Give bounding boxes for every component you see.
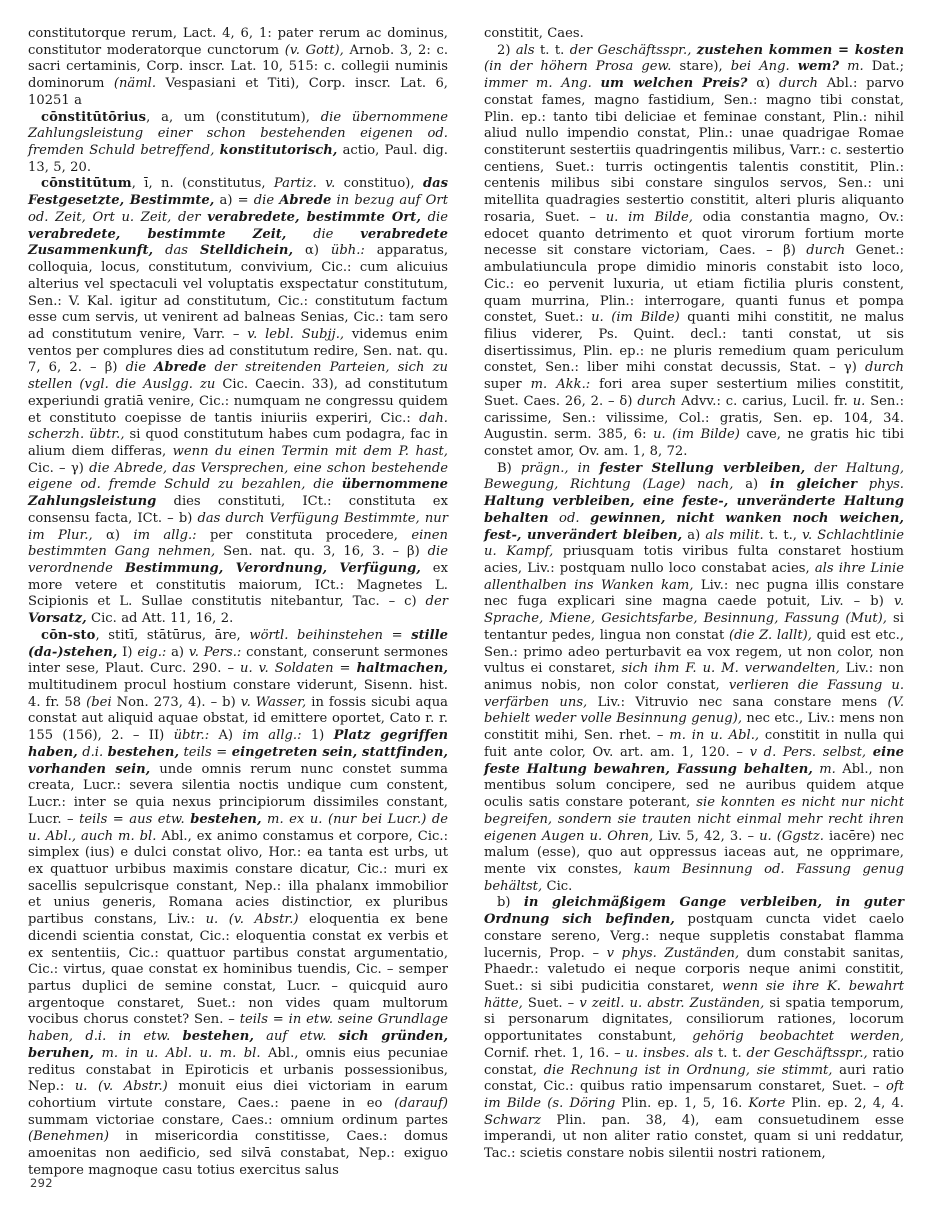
bold-italic-run: (da-)stehen, [28, 644, 118, 660]
text-run: eloquentia ex bene dicendi scientia constat, Cic.: eloquentia constat ex verbis et ex sententiis, Cic.: quattuor partibus constat argumentatio, Cic.: virtus, quae constat ex hominibus tuendis, Cic. – semper partus duplici de semine constat, Lucr. – quicquid auro argentoque constaret, Suet.: non vides quam multorum vocibus chorus constet? Sen. – [28, 912, 448, 1028]
text-run: Cic. – γ) [28, 460, 90, 476]
text-run: Liv.: Vitruvio nec sana constare mens [587, 694, 888, 710]
italic-run: durch [779, 76, 818, 92]
italic-run: (Benehmen) [28, 1129, 110, 1145]
text-run: si spatia temporum, si personarum dignitates, consiliorum rationes, locorum opportunitates constabunt, [484, 995, 904, 1045]
bold-italic-run: Stelldichein, [199, 243, 294, 259]
text-run: γ) [843, 360, 866, 376]
italic-run: teils = in etw. seine Grundlage haben, d.i. in etw. [28, 1012, 448, 1045]
bold-italic-run: konstitutorisch, [219, 143, 338, 159]
text-run: Arnob. 3, 2: c. sacri certaminis, Corp. inscr. Lat. 10, 515: c. collegii numinis dominorum [28, 42, 449, 92]
bold-italic-run: zustehen kommen = kosten [696, 42, 904, 58]
bold-italic-run: bestehen, [182, 1029, 254, 1045]
bold-italic-run: Abrede [279, 193, 332, 209]
italic-run: v phys. Zuständen, [606, 945, 740, 961]
italic-run: u. v. Soldaten = [240, 661, 357, 677]
page-number: 292 [30, 1176, 53, 1190]
text-run: auri ratio constat, Cic.: quibus ratio impensarum constaret, Suet. – [484, 1062, 905, 1095]
italic-run: bei Ang. [730, 59, 798, 75]
paragraph-r4-sectionb-lower [484, 895, 904, 1163]
italic-run: v. Pers.: [188, 644, 242, 660]
italic-run: als ihre Linie allenthalben ins Wanken kam, [484, 561, 904, 593]
text-run: Non. 273, 4). – b) [111, 694, 241, 710]
text-run: fori area super sestertium milies constitit, Suet. Caes. 26, 2. – δ) [484, 377, 905, 409]
text-run: Cornif. rhet. 1, 16. – [484, 1045, 626, 1061]
text-run: a) = [214, 193, 254, 209]
text-run: ex more vetere et constitutis maiorum, ICt.: Magnetes L. Scipionis et L. Sullae constitutis nitebantur, Tac. – c) [28, 561, 448, 610]
italic-run: (v. Gott), [284, 42, 344, 58]
text-run: dum constabit sanitas, Phaedr.: valetudo ei neque corporis neque animi constitit, Suet.: si sibi pudicitia constaret, [484, 945, 904, 994]
text-run: in misericordia constitisse, Caes.: domus amoenitas non aedificio, sed silvā constabat, Nep.: exiguo tempore magnoque casu totius exercitus salus [28, 1129, 448, 1178]
italic-run: Schwarz [484, 1112, 542, 1128]
italic-run: im allg.: [133, 527, 197, 543]
text-run: a) [682, 527, 706, 543]
italic-run: m. in u. Abl., [669, 728, 760, 744]
text-run: Cic. [542, 878, 573, 894]
text-run: B) [497, 460, 521, 476]
italic-run: de u. Abl., auch m. bl. [28, 811, 448, 844]
italic-run: (V. behielt weder volle Besinnung genug), [484, 694, 904, 727]
bold-italic-run: um welchen Preis? [600, 76, 748, 92]
headword: cōn-sto [41, 627, 96, 643]
italic-run: durch [637, 393, 677, 409]
italic-run: dah. scherzh. übtr., [28, 410, 448, 443]
italic-run: u. insbes. als [625, 1045, 714, 1061]
text-run: α) [747, 76, 779, 92]
italic-run: gehörig beobachtet werden, [692, 1029, 905, 1045]
text-run: dies constituti, ICt.: constituta ex consensu facta, ICt. – b) [28, 494, 448, 526]
italic-run: die Abrede, das Versprechen, eine schon bestehende eigene od. fremde Schuld zu bezahlen, die [28, 460, 449, 493]
text-run: actio, Paul. dig. 13, 5, 20. [28, 143, 448, 175]
paragraph-r2-section2 [484, 43, 904, 461]
bold-italic-run: stille [411, 627, 448, 643]
text-run: super [484, 377, 531, 393]
bold-italic-run: in gleicher [769, 477, 857, 493]
italic-run: v zeitl. u. abstr. Zuständen, [579, 995, 765, 1011]
text-run: monuit eius diei victoriam in earum cohortium virtute constare, Caes.: paene in eo [28, 1079, 448, 1111]
italic-run: Partiz. v. [273, 176, 336, 192]
bold-italic-run: Bestimmung, Verordnung, Verfügung, [124, 561, 421, 576]
italic-run: eig.: [137, 644, 167, 660]
text-run: cave, ne gratis hic tibi constet amor, Ov. am. 1, 8, 72. [484, 427, 905, 459]
text-run: , stitī, stātūrus, āre, [95, 627, 250, 643]
italic-run: u. (nur bei Lucr.) [309, 811, 427, 827]
bold-italic-run: verabredete, bestimmte Ort, [207, 209, 421, 225]
italic-run: durch [806, 243, 846, 259]
text-run: priusquam totis viribus fulta constaret hostium acies, Liv.: postquam nullo loco constabat acies, [484, 544, 904, 576]
italic-run: durch [865, 360, 904, 376]
italic-run: u. Abl. u. m. bl. [145, 1045, 261, 1061]
italic-run: Korte [748, 1096, 786, 1111]
italic-run: teils = aus etw. [79, 811, 191, 827]
headword: cōnstitūtum [41, 176, 132, 192]
bold-italic-run: Haltung verbleiben, eine feste-, unveränderte Haltung behalten [484, 494, 904, 526]
italic-run: der Geschäftsspr., [746, 1045, 868, 1061]
italic-run: die [286, 226, 361, 242]
text-run: Liv. 5, 42, 3. – [653, 828, 760, 844]
text-run: Liv.: nec pugna illis constare nec fuga explicari sine magna caede potuit, Liv. – b) [484, 577, 904, 610]
text-run: nec etc., Liv.: mens non constitit mihi, Sen. rhet. – [484, 711, 905, 744]
two-column-text-body [28, 26, 905, 1180]
italic-run: kaum Besinnung od. Fassung genug behältst, [484, 861, 904, 894]
text-run: si quod constitutum habes cum podagra, fac in alium diem differas, [28, 427, 448, 459]
italic-run: (die Z. lallt), [728, 627, 812, 643]
italic-run: m. Akk.: [530, 377, 591, 393]
italic-run: m. [812, 761, 836, 777]
bold-italic-run: sich gründen, beruhen, [28, 1029, 449, 1061]
bold-italic-run: bestehen, [190, 811, 262, 827]
text-run: Plin. pan. 38, 4), eam consuetudinem esse imperandi, ut non aliter ratio constet, quam si uni reddatur, Tac.: scietis constare nobis silentii nostri rationem, [484, 1112, 904, 1162]
text-run: Plin. ep. 1, 5, 16. [615, 1096, 749, 1111]
text-run: postquam cuncta videt caelo constare sereno, Verg.: neque suppletis constabat flamma lucernis, Prop. – [484, 912, 904, 961]
italic-run: v. Sprache, Miene, Gesichtsfarbe, Besinnung, Fassung (Mut), [484, 594, 904, 627]
italic-run: u. [852, 393, 866, 409]
bold-italic-run: das Festgesetzte, Bestimmte, [28, 176, 449, 209]
italic-run: sich ihm F. u. M. verwandelten, [621, 661, 840, 677]
bold-italic-run: wem? [797, 59, 840, 75]
italic-run: übh.: [330, 243, 365, 259]
text-run: constitutorque rerum, Lact. 4, 6, 1: pater rerum ac dominus, constitutor moderatorque cunctorum [28, 26, 448, 58]
bold-italic-run: gewinnen, nicht wanken noch weichen, fest-, unverändert bleiben, [484, 510, 904, 543]
italic-run: wörtl. beihinstehen = [249, 627, 412, 643]
text-run: 1) [301, 728, 334, 744]
italic-run: oft im Bilde (s. Döring [484, 1079, 904, 1111]
italic-run: teils = [179, 744, 232, 760]
text-run: in fossis sicubi aqua constat aut aliquid aquae obstat, id emittere oportet, Cato r. r. 155 (156), 2. – II) [28, 694, 448, 744]
bold-italic-run: fester Stellung verbleiben, [599, 460, 806, 476]
bold-italic-run: übernommene Zahlungsleistung [28, 477, 448, 510]
italic-run: der Haltung, Bewegung, Richtung (Lage) nach, [484, 460, 905, 493]
bold-italic-run: haltmachen, [356, 661, 448, 677]
italic-run: immer m. Ang. [484, 76, 601, 92]
left-column [28, 26, 448, 1180]
text-run: Plin. ep. 2, 4, 4. [785, 1096, 904, 1111]
bold-italic-run: verabredete Zusammenkunft, [28, 226, 448, 259]
italic-run: v d. Pers. selbst, [749, 744, 873, 760]
text-run: videmus enim ventos per complures dies ad constitutum redire, Sen. nat. qu. 7, 6, 2. – β) [28, 326, 448, 376]
italic-run: d.i. [77, 744, 108, 760]
italic-run: wenn du einen Termin mit dem P. hast, [172, 443, 448, 459]
text-run: per constituta procedere, [196, 527, 412, 543]
italic-run: übtr.: [173, 728, 210, 744]
text-run: Cic. Caecin. 33), ad constitutum experiundi gratiā venire, Cic.: numquam ne congressu quidem et constituto coepisse de tantis iniuriis experiri, Cic.: [28, 377, 448, 426]
italic-run: die [420, 209, 448, 225]
text-run: Abl., ex animo constamus et corpore, Cic.: simplex (ius) e dulci constat olivo, Hor.: ea tanta est urbs, ut ex quattuor urbibus maximis constare dicatur, Cic.: muri ex sacellis sepulcrisque constant, Nep.: illa phalanx immobilior et unius generis, Romana acies distinctior, ex pluribus partibus constans, Liv.: [28, 828, 449, 928]
text-run: t. t. [534, 42, 570, 58]
italic-run: in bezug auf Ort od. Zeit, Ort u. Zeit, der [28, 193, 448, 225]
italic-run: das [153, 243, 200, 259]
italic-run: der streitenden Parteien, sich zu stellen (vgl. die Auslgg. zu [28, 360, 449, 393]
paragraph-r3-sectionB [484, 461, 904, 896]
text-run: , ī, n. (constitutus, [131, 176, 274, 192]
bold-italic-run: Abrede [154, 360, 207, 376]
text-run: unde omnis rerum nunc constet summa creata, Lucr.: severa silentia noctis undique cum constent, Lucr.: inter se quia nexus principiorum dissimiles constant, Lucr. – [28, 761, 448, 827]
text-run: 2) [497, 42, 516, 58]
italic-run: der [425, 594, 448, 610]
italic-run: v. Wasser, [240, 694, 307, 710]
italic-run: wenn sie ihre K. bewahrt hätte, [484, 978, 905, 1011]
italic-run: der Geschäftsspr., [569, 42, 697, 58]
text-run: t. t. [713, 1045, 747, 1061]
text-run: t. t., [763, 527, 803, 543]
text-run: quanti mihi constitit, ne malus filius viderer, Ps. Quint. decl.: tanti constat, ut sis disertissimus, Plin. ep.: ne pluris remedium quam periculum constet, Sen.: liber mihi constat decussis, Stat. – [484, 310, 904, 376]
italic-run: (in der höhern Prosa gew. [484, 59, 672, 75]
italic-run: als milit. [705, 527, 764, 543]
text-run: Cic. ad Att. 11, 16, 2. [86, 611, 234, 627]
text-run: Genet.: ambulatiuncula prope dimidio minoris constabit isto loco, Cic.: eo pervenit luxuria, ut etiam fictilia pluris constent, quam murrina, Plin.: interrogare, quanti funus et pompa constet, Suet.: [484, 243, 904, 326]
bold-italic-run: Vorsatz, [28, 611, 87, 627]
paragraph-p3-constitutum [28, 176, 448, 627]
italic-run: verlieren die Fassung u. verfärben uns, [484, 678, 905, 710]
italic-run: die [253, 193, 280, 209]
italic-run: die übernommene Zahlungsleistung einer schon bestehenden eigenen od. fremden Schuld betreffend, [28, 109, 449, 159]
italic-run: (näml. [113, 76, 157, 92]
italic-run: m. [94, 1045, 126, 1061]
text-run: Sen. nat. qu. 3, 16, 3. – β) [215, 544, 428, 560]
text-run: stare), [671, 59, 731, 75]
text-run: multitudinem procul hostium constare viderunt, Sisenn. hist. 4. fr. 58 [28, 678, 448, 710]
text-run: a) [733, 477, 770, 493]
italic-run: die verordnende [28, 544, 448, 576]
paragraph-r1-catchline [484, 26, 904, 43]
italic-run: u. (im Bilde) [591, 310, 680, 326]
bold-italic-run: eine feste Haltung bewahren, Fassung behalten, [484, 744, 905, 777]
text-run: Vespasiani et Titi), Corp. inscr. Lat. 6, 10251 a [28, 76, 448, 108]
paragraph-p2-constitutorius [28, 110, 448, 177]
italic-run: die [125, 360, 155, 376]
text-run: Suet. – [522, 995, 580, 1011]
text-run: b) [497, 895, 524, 911]
bold-italic-run: eingetreten sein, stattfinden, vorhanden sein, [28, 744, 448, 777]
text-run: odia constantia magno, Ov.: edocet quanto detrimento et quot virorum fortium morte necesse sit constare victoriam, Caes. – β) [484, 209, 904, 259]
italic-run: od. [548, 510, 591, 526]
text-run: Advv.: c. carius, Lucil. fr. [676, 393, 853, 409]
italic-run: u. (v. Abstr.) [205, 912, 299, 928]
italic-run: (darauf) [394, 1096, 448, 1111]
bold-italic-run: verabredete, bestimmte Zeit, [28, 226, 287, 242]
paragraph-p1-constitutor-tail [28, 26, 448, 110]
bold-italic-run: Platz gegriffen haben, [28, 728, 448, 760]
text-run: Sen.: carissime, Sen.: vilissime, Col.: gratis, Sen. ep. 104, 34. Augustin. serm. 385, 6: [484, 393, 904, 443]
italic-run: die Rechnung ist in Ordnung, sie stimmt, [543, 1062, 833, 1078]
italic-run: m. [839, 59, 864, 75]
right-column [484, 26, 904, 1163]
text-run: , a, um (constitutum), [146, 109, 321, 125]
paragraph-p4-consto [28, 628, 448, 1180]
text-run: Abl., non mentibus solum concipere, sed ne auribus quidem atque oculis satis constare poterant, [484, 761, 904, 811]
italic-run: v. lebl. Subjj., [247, 326, 345, 342]
italic-run: v. Schlachtlinie u. Kampf, [484, 527, 904, 560]
text-run: constituo), [335, 176, 423, 192]
italic-run: im allg.: [242, 728, 302, 744]
italic-run: auf etw. [253, 1029, 339, 1045]
italic-run: m. ex [261, 811, 310, 827]
text-run: quid est etc., Sen.: primo adeo perturbavit ea vox regem, ut non color, non vultus ei constaret, [484, 627, 905, 677]
italic-run: prägn., in [520, 460, 600, 476]
italic-run: u. (Ggstz. [759, 828, 824, 844]
text-run: ratio constat, [484, 1045, 905, 1078]
bold-italic-run: in gleichmäßigem Gange verbleiben, in guter Ordnung sich befinden, [484, 895, 904, 928]
italic-run: phys. [857, 477, 904, 493]
text-run: a) [166, 644, 189, 660]
text-run: Dat.; [863, 59, 905, 75]
text-run: Abl., omnis eius pecuniae reditus constabat in Epiroticis et urbanis possessionibus, Nep.: [28, 1045, 448, 1095]
text-run: constitit, Caes. [484, 26, 584, 41]
italic-run: einen bestimmten Gang nehmen, [28, 527, 448, 560]
text-run: α) [293, 243, 331, 259]
italic-run: in [125, 1045, 146, 1061]
italic-run: u. (im Bilde) [653, 427, 740, 443]
italic-run: u. (v. Abstr.) [74, 1079, 168, 1095]
italic-run: sie konnten es nicht nur nicht begreifen, sondern sie trauten nicht einmal mehr recht ihren eigenen Augen u. Ohren, [484, 795, 904, 844]
text-run: α) [92, 527, 134, 543]
text-run: A) [209, 728, 243, 744]
italic-run: (bei [86, 694, 112, 710]
text-run: Abl.: parvo constat fames, magno fastidium, Sen.: magno tibi constat, Plin. ep.: tanto tibi deliciae et feminae constant, Plin.: nihil aliud nullo impendio constat, Plin.: unae quadrigae Romae constiterunt sestertiis quadringentis milibus, Varr.: c. sestertio centiens, Suet.: turris octingentis talentis constitit, Plin.: centenis milibus sibi constare singulos servos, Sen.: uni mitellita quadragies sestertio constitit, alteri pluris aliquanto rosaria, Suet. – [484, 76, 904, 225]
text-run: constant, conserunt sermones inter sese, Plaut. Curc. 290. – [28, 644, 448, 677]
text-run: iacēre) nec malum (esse), quo aut oppressus iaceas aut, ne opprimare, mente vix constes, [484, 828, 905, 877]
italic-run: das durch Verfügung Bestimmte, nur im Plur., [28, 510, 449, 543]
bold-italic-run: bestehen, [107, 744, 180, 760]
headword: cōnstitūtōrius [41, 109, 147, 125]
text-run: constitit in nulla qui fuit ante color, Ov. art. am. 1, 120. – [484, 728, 904, 760]
text-run: apparatus, colloquia, locus, constitutum, convivium, Cic.: cum alicuius alterius vel spectaculi vel voluptatis exspectatur constitutum, Sen.: V. Kal. igitur ad constitutum, Cic.: constitutum factum esse cum servis, ut venirent ad balneas Senias, Cic.: tam sero ad constitutum venire, Varr. – [28, 243, 449, 342]
text-run: si tentantur pedes, lingua non constat [484, 611, 904, 643]
text-run: I) [117, 644, 138, 660]
italic-run: als [515, 42, 535, 58]
text-run: summam victoriae constare, Caes.: omnium ordinum partes [28, 1112, 448, 1128]
text-run: Liv.: non animus nobis, non color constat, [484, 661, 904, 694]
italic-run: u. im Bilde, [605, 209, 693, 225]
